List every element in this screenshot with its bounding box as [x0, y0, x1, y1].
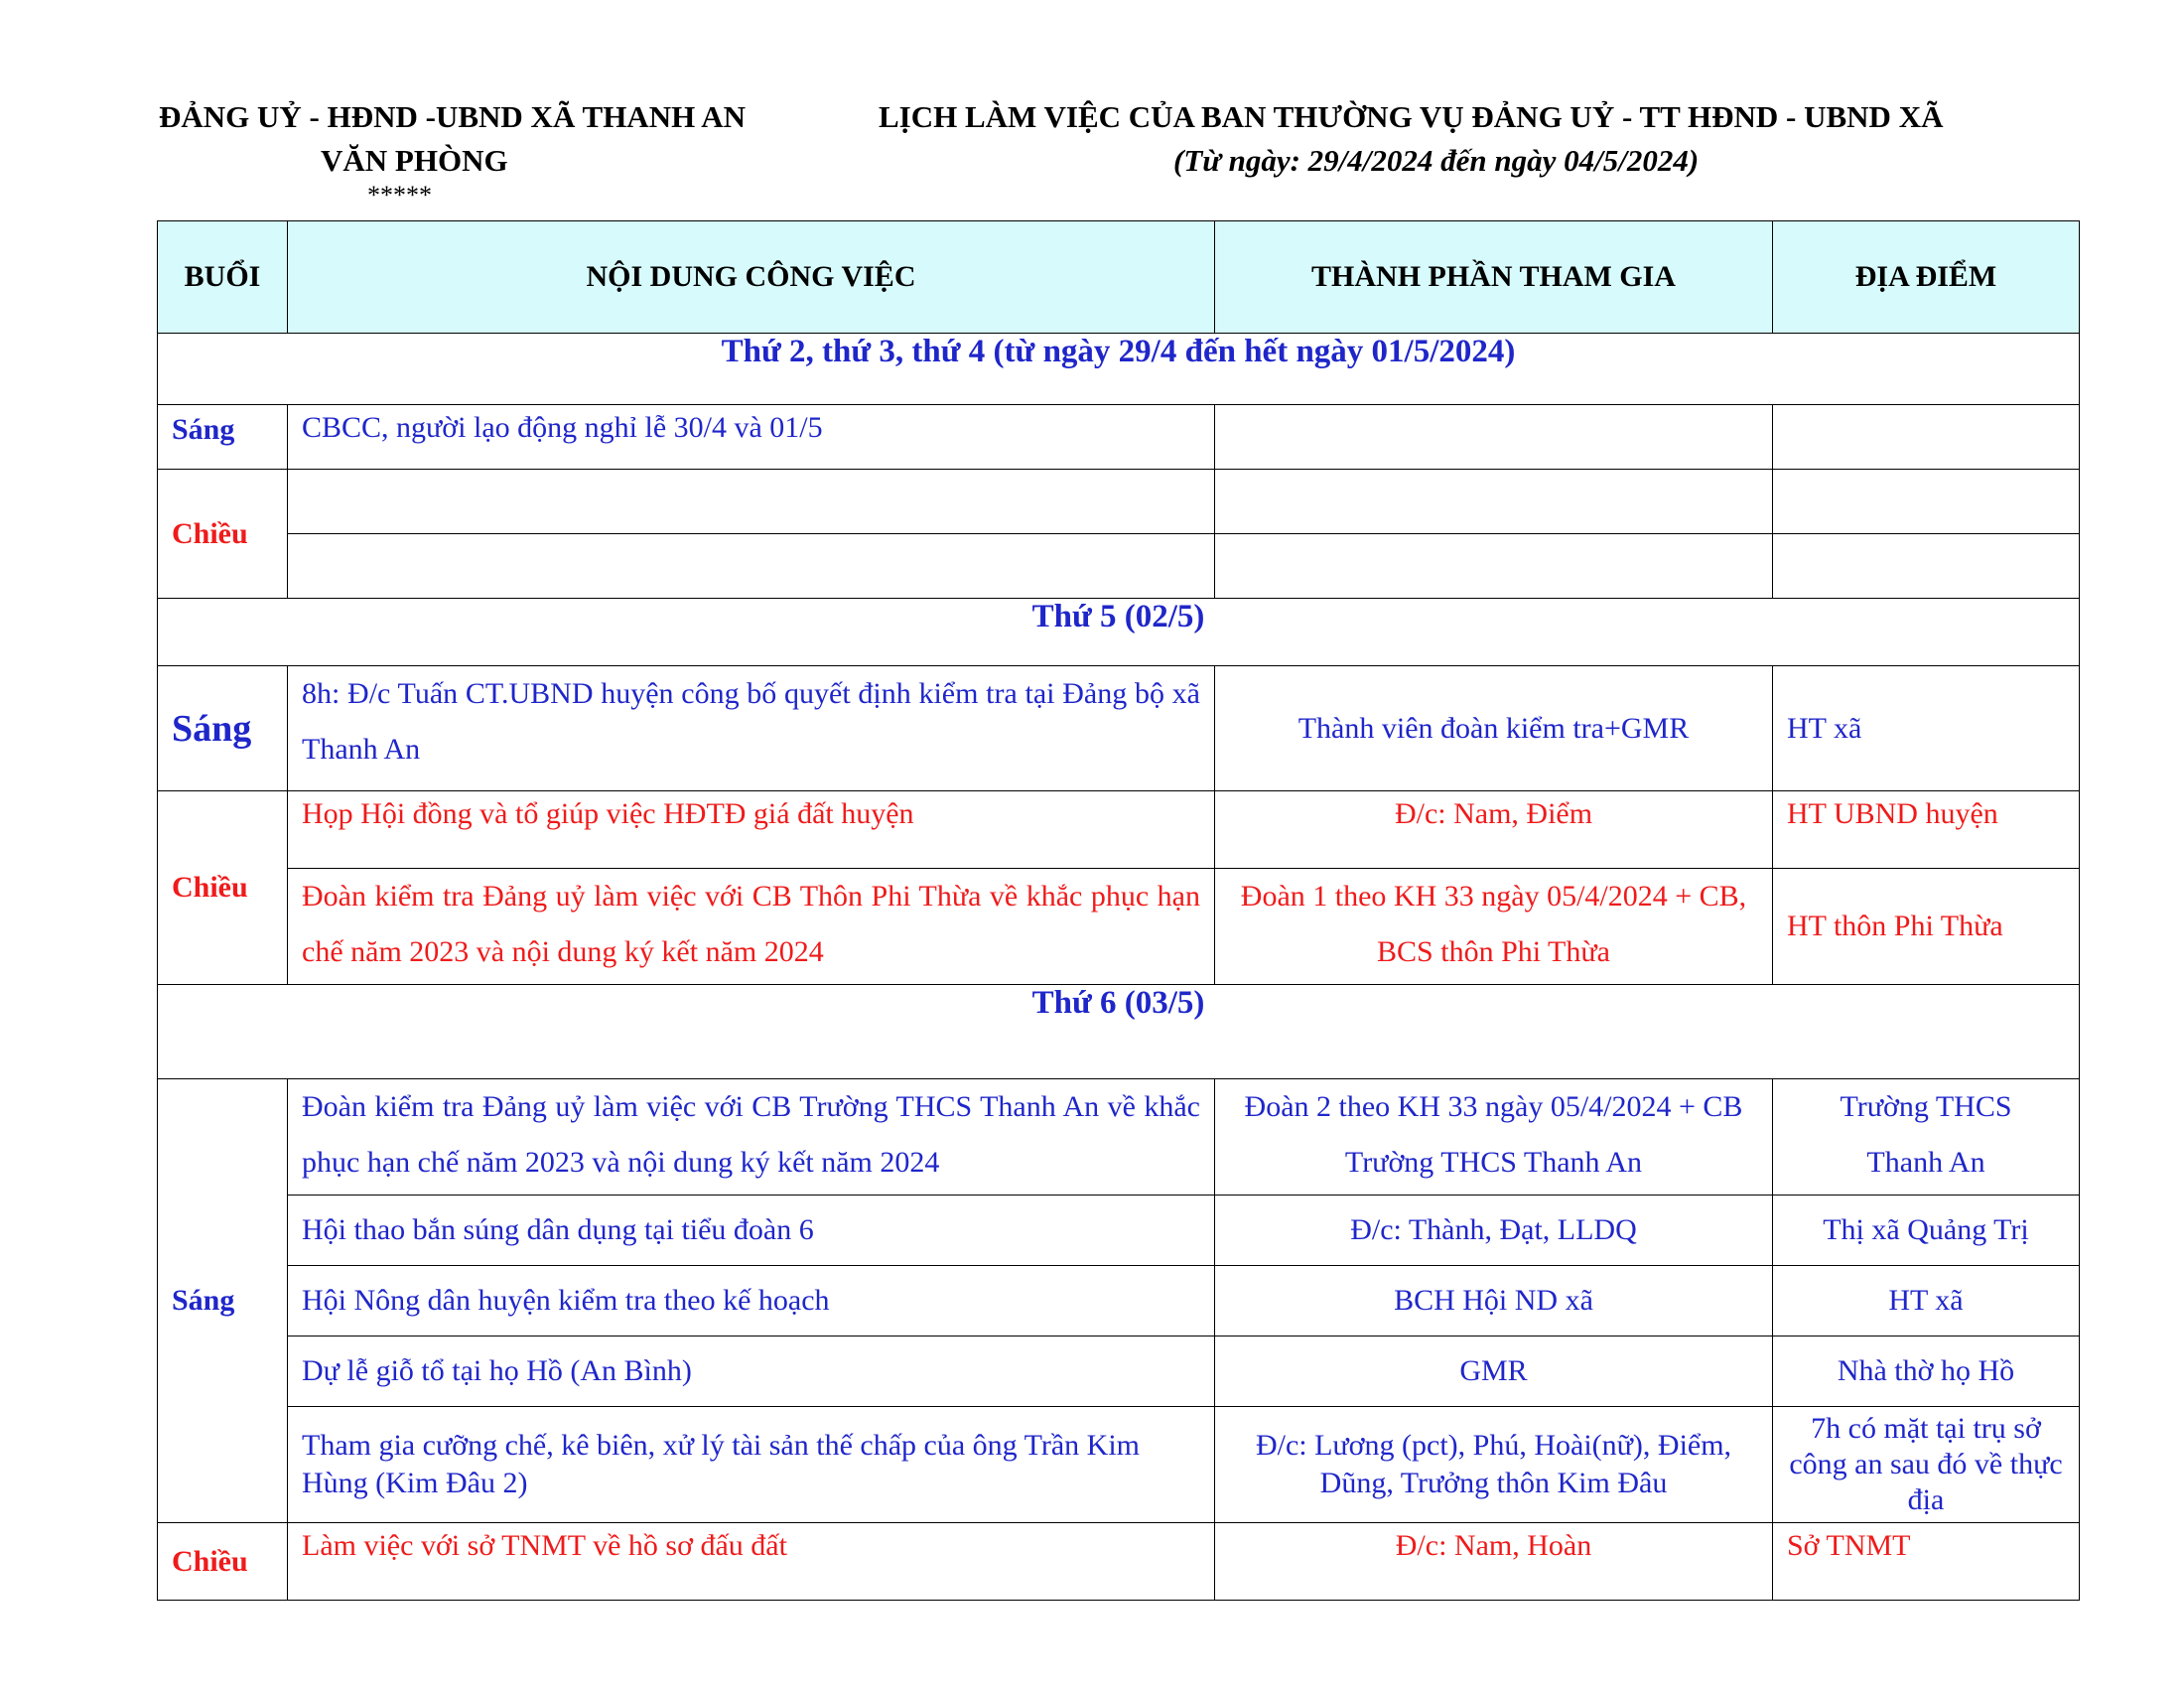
- table-row: [158, 1079, 2080, 1196]
- location-cell: Thị xã Quảng Trị: [1773, 1196, 2080, 1266]
- participants-cell: Đ/c: Lương (pct), Phú, Hoài(nữ), Điểm, Dũng, Trưởng thôn Kim Đâu: [1215, 1407, 1773, 1523]
- day-title: Thứ 5 (02/5): [158, 599, 2080, 666]
- location-cell: Sở TNMT: [1773, 1523, 2080, 1601]
- col-header-content: NỘI DUNG CÔNG VIỆC: [288, 221, 1215, 334]
- office-name: VĂN PHÒNG: [321, 143, 508, 178]
- participants-cell: Thành viên đoàn kiểm tra+GMR: [1215, 666, 1773, 791]
- table-row: [158, 791, 2080, 869]
- content-cell: Tham gia cưỡng chế, kê biên, xử lý tài sản thế chấp của ông Trần Kim Hùng (Kim Đâu 2): [288, 1407, 1215, 1523]
- table-row: [158, 405, 2080, 470]
- participants-cell: [1215, 470, 1773, 534]
- content-cell: Hội thao bắn súng dân dụng tại tiểu đoàn 6: [288, 1196, 1215, 1266]
- content-cell: Dự lễ giỗ tổ tại họ Hồ (An Bình): [288, 1336, 1215, 1407]
- col-header-participants: THÀNH PHẦN THAM GIA: [1215, 221, 1773, 334]
- session-cell: Chiều: [158, 791, 288, 985]
- participants-cell: Đ/c: Nam, Hoàn: [1215, 1523, 1773, 1601]
- content-cell: Họp Hội đồng và tổ giúp việc HĐTĐ giá đất huyện: [288, 791, 1215, 869]
- location-cell: [1773, 405, 2080, 470]
- content-cell: Làm việc với sở TNMT về hồ sơ đấu đất: [288, 1523, 1215, 1601]
- participants-cell: GMR: [1215, 1336, 1773, 1407]
- session-cell: Sáng: [158, 405, 288, 470]
- location-cell: [1773, 534, 2080, 599]
- table-row: [158, 869, 2080, 985]
- participants-cell: [1215, 534, 1773, 599]
- content-cell: Đoàn kiểm tra Đảng uỷ làm việc với CB Trường THCS Thanh An về khắc phục hạn chế năm 2023 và nội dung ký kết năm 2024: [288, 1079, 1215, 1196]
- content-cell: [288, 470, 1215, 534]
- day-header-row: [158, 599, 2080, 666]
- content-cell: [288, 534, 1215, 599]
- day-title: Thứ 6 (03/5): [158, 985, 2080, 1079]
- content-cell: Đoàn kiểm tra Đảng uỷ làm việc với CB Thôn Phi Thừa về khắc phục hạn chế năm 2023 và nội dung ký kết năm 2024: [288, 869, 1215, 985]
- participants-cell: [1215, 405, 1773, 470]
- day-header-row: [158, 334, 2080, 405]
- location-cell: 7h có mặt tại trụ sở công an sau đó về thực địa: [1773, 1407, 2080, 1523]
- participants-cell: Đoàn 1 theo KH 33 ngày 05/4/2024 + CB, BCS thôn Phi Thừa: [1215, 869, 1773, 985]
- schedule-date-range: (Từ ngày: 29/4/2024 đến ngày 04/5/2024): [1173, 143, 1700, 178]
- session-cell: Sáng: [158, 1079, 288, 1523]
- location-cell: [1773, 470, 2080, 534]
- table-row: [158, 666, 2080, 791]
- header-stars: *****: [367, 181, 432, 210]
- participants-cell: Đoàn 2 theo KH 33 ngày 05/4/2024 + CB Trường THCS Thanh An: [1215, 1079, 1773, 1196]
- content-cell: Hội Nông dân huyện kiểm tra theo kế hoạch: [288, 1266, 1215, 1336]
- location-cell: HT thôn Phi Thừa: [1773, 869, 2080, 985]
- content-cell: 8h: Đ/c Tuấn CT.UBND huyện công bố quyết định kiểm tra tại Đảng bộ xã Thanh An: [288, 666, 1215, 791]
- table-row: [158, 534, 2080, 599]
- day-title: Thứ 2, thứ 3, thứ 4 (từ ngày 29/4 đến hết ngày 01/5/2024): [158, 334, 2080, 405]
- table-row: [158, 1336, 2080, 1407]
- content-cell: CBCC, người lạo động nghỉ lễ 30/4 và 01/5: [288, 405, 1215, 470]
- participants-cell: BCH Hội ND xã: [1215, 1266, 1773, 1336]
- participants-cell: Đ/c: Thành, Đạt, LLDQ: [1215, 1196, 1773, 1266]
- session-cell: Sáng: [158, 666, 288, 791]
- schedule-title: LỊCH LÀM VIỆC CỦA BAN THƯỜNG VỤ ĐẢNG UỶ - TT HĐND - UBND XÃ: [879, 99, 1944, 134]
- table-header-row: [158, 221, 2080, 334]
- table-row: [158, 1196, 2080, 1266]
- table-row: [158, 1523, 2080, 1601]
- org-name: ĐẢNG UỶ - HĐND -UBND XÃ THANH AN: [159, 99, 747, 134]
- location-cell: Nhà thờ họ Hồ: [1773, 1336, 2080, 1407]
- participants-cell: Đ/c: Nam, Điểm: [1215, 791, 1773, 869]
- location-cell: HT xã: [1773, 1266, 2080, 1336]
- session-cell: Chiều: [158, 470, 288, 599]
- table-row: [158, 470, 2080, 534]
- location-cell: Trường THCS Thanh An: [1773, 1079, 2080, 1196]
- schedule-table: [157, 220, 2080, 1601]
- table-row: [158, 1407, 2080, 1523]
- col-header-location: ĐỊA ĐIỂM: [1773, 221, 2080, 334]
- col-header-session: BUỔI: [158, 221, 288, 334]
- session-cell: Chiều: [158, 1523, 288, 1601]
- location-cell: HT xã: [1773, 666, 2080, 791]
- day-header-row: [158, 985, 2080, 1079]
- location-cell: HT UBND huyện: [1773, 791, 2080, 869]
- table-row: [158, 1266, 2080, 1336]
